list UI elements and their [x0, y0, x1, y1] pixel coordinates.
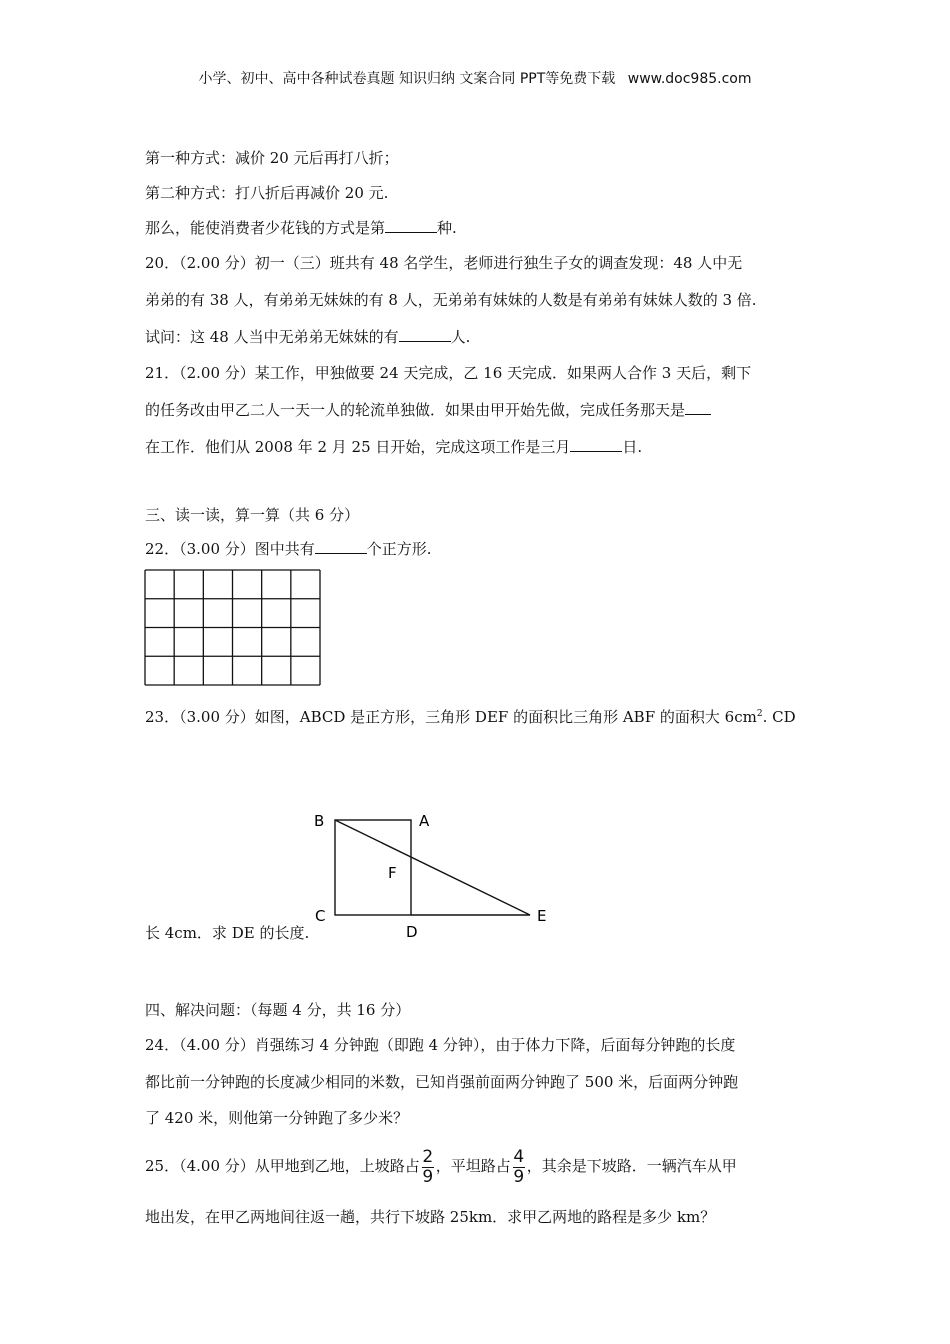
q22-text-post: 个正方形.: [366, 540, 432, 558]
q23-line1-text: 23．（3.00 分）如图，ABCD 是正方形，三角形 DEF 的面积比三角形 ABF 的面积大 6cm: [145, 708, 757, 726]
label-d: D: [406, 923, 418, 940]
square-grid-figure: [144, 569, 322, 687]
q21-line3: [145, 436, 642, 457]
fraction-denominator: 9: [513, 1166, 525, 1187]
q21-line2-text: 的任务改由甲乙二人一天一人的轮流单独做．如果由甲开始先做，完成任务那天是: [145, 401, 686, 419]
q21-line1: 21．（2.00 分）某工作，甲独做要 24 天完成，乙 16 天完成．如果两人合作 3 天后，剩下: [145, 364, 752, 382]
section4-title: 四、解决问题：（每题 4 分，共 16 分）: [145, 1001, 411, 1019]
answer-blank: [385, 218, 437, 233]
q19-question: [145, 217, 457, 238]
q20-line2: 弟弟的有 38 人，有弟弟无妹妹的有 8 人，无弟弟有妹妹的人数是有弟弟有妹妹人数的 3 倍.: [145, 291, 757, 309]
fraction-denominator: 9: [422, 1166, 434, 1187]
q20-line1: 20．（2.00 分）初一（三）班共有 48 名学生，老师进行独生子女的调查发现：48 人中无: [145, 254, 743, 272]
q22-text: [145, 538, 432, 559]
q23-line1: [145, 706, 796, 727]
q21-line2: [145, 399, 711, 420]
label-a: A: [419, 812, 430, 830]
answer-blank: [685, 400, 711, 415]
q20-line3-end: 人.: [450, 328, 471, 346]
answer-blank: [399, 327, 451, 342]
q19-option1: 第一种方式：减价 20 元后再打八折；: [145, 149, 399, 167]
geometry-figure: [300, 800, 560, 940]
q24-line2: 都比前一分钟跑的长度减少相同的米数，已知肖强前面两分钟跑了 500 米，后面两分钟跑: [145, 1073, 739, 1091]
q22-text-pre: 22．（3.00 分）图中共有: [145, 540, 315, 558]
q25-line1-text: 25．（4.00 分）从甲地到乙地，上坡路占: [145, 1157, 420, 1175]
q24-line3: 了 420 米，则他第一分钟跑了多少米？: [145, 1109, 409, 1127]
q21-line3-text: 在工作．他们从 2008 年 2 月 25 日开始，完成这项工作是三月: [145, 438, 571, 456]
q21-line3-end: 日.: [622, 438, 643, 456]
fraction-numerator: 4: [513, 1146, 525, 1167]
line-be: [335, 820, 530, 915]
fraction-uphill: [422, 1146, 434, 1187]
header-text: 小学、初中、高中各种试卷真题 知识归纳 文案合同 PPT等免费下载: [198, 71, 616, 87]
q19-question-text: 那么，能使消费者少花钱的方式是第: [145, 219, 386, 237]
header-url[interactable]: www.doc985.com: [627, 71, 752, 87]
q20-line3-text: 试问：这 48 人当中无弟弟无妹妹的有: [145, 328, 399, 346]
q25-line2: 地出发，在甲乙两地间往返一趟，共行下坡路 25km．求甲乙两地的路程是多少 km？: [145, 1208, 716, 1226]
square-abcd: [335, 820, 411, 915]
label-c: C: [315, 907, 326, 925]
q25-line1-mid: ，平坦路占: [435, 1157, 511, 1175]
q23-line1-end: . CD: [762, 708, 796, 726]
q23-line2: 长 4cm．求 DE 的长度.: [145, 924, 310, 942]
fraction-numerator: 2: [422, 1146, 434, 1167]
label-b: B: [314, 812, 325, 830]
q19-question-end: 种.: [437, 219, 457, 237]
q19-option2: 第二种方式：打八折后再减价 20 元.: [145, 184, 389, 202]
label-f: F: [388, 864, 397, 882]
label-e: E: [537, 907, 547, 925]
q25-line1-end: ，其余是下坡路．一辆汽车从甲: [526, 1157, 737, 1175]
fraction-flat: [513, 1146, 525, 1187]
q20-line3: [145, 326, 470, 347]
superscript: 2: [756, 709, 763, 719]
page-header: [0, 68, 950, 88]
section3-title: 三、读一读，算一算（共 6 分）: [145, 506, 360, 524]
answer-blank: [570, 437, 622, 452]
q25-line1: [145, 1147, 737, 1186]
answer-blank: [315, 539, 367, 554]
q24-line1: 24．（4.00 分）肖强练习 4 分钟跑（即跑 4 分钟），由于体力下降，后面每分钟跑的长度: [145, 1036, 736, 1054]
